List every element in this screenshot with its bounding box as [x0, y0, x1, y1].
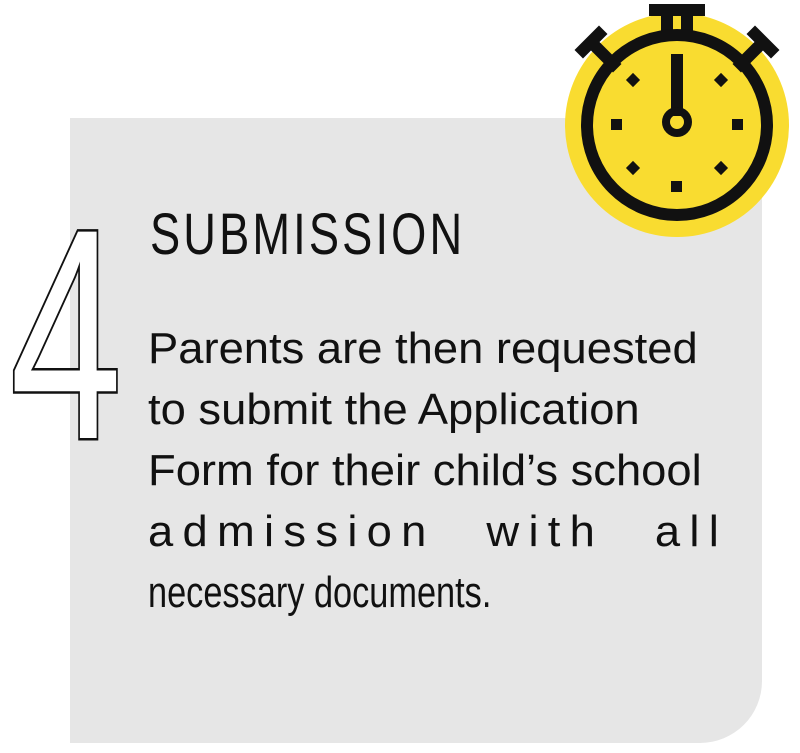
description-line-4: admission with all [148, 507, 729, 556]
step-description [148, 318, 729, 623]
step-title: SUBMISSION [150, 202, 466, 267]
step-number-text: 4 [10, 166, 122, 502]
description-line-3: Form for their child’s school [148, 446, 702, 495]
step-number [0, 166, 132, 502]
description-line-2: to submit the Application [148, 385, 640, 434]
stopwatch-icon [555, 0, 795, 250]
description-line-1: Parents are then requested [148, 324, 698, 373]
description-line-5: necessary documents. [148, 568, 492, 617]
